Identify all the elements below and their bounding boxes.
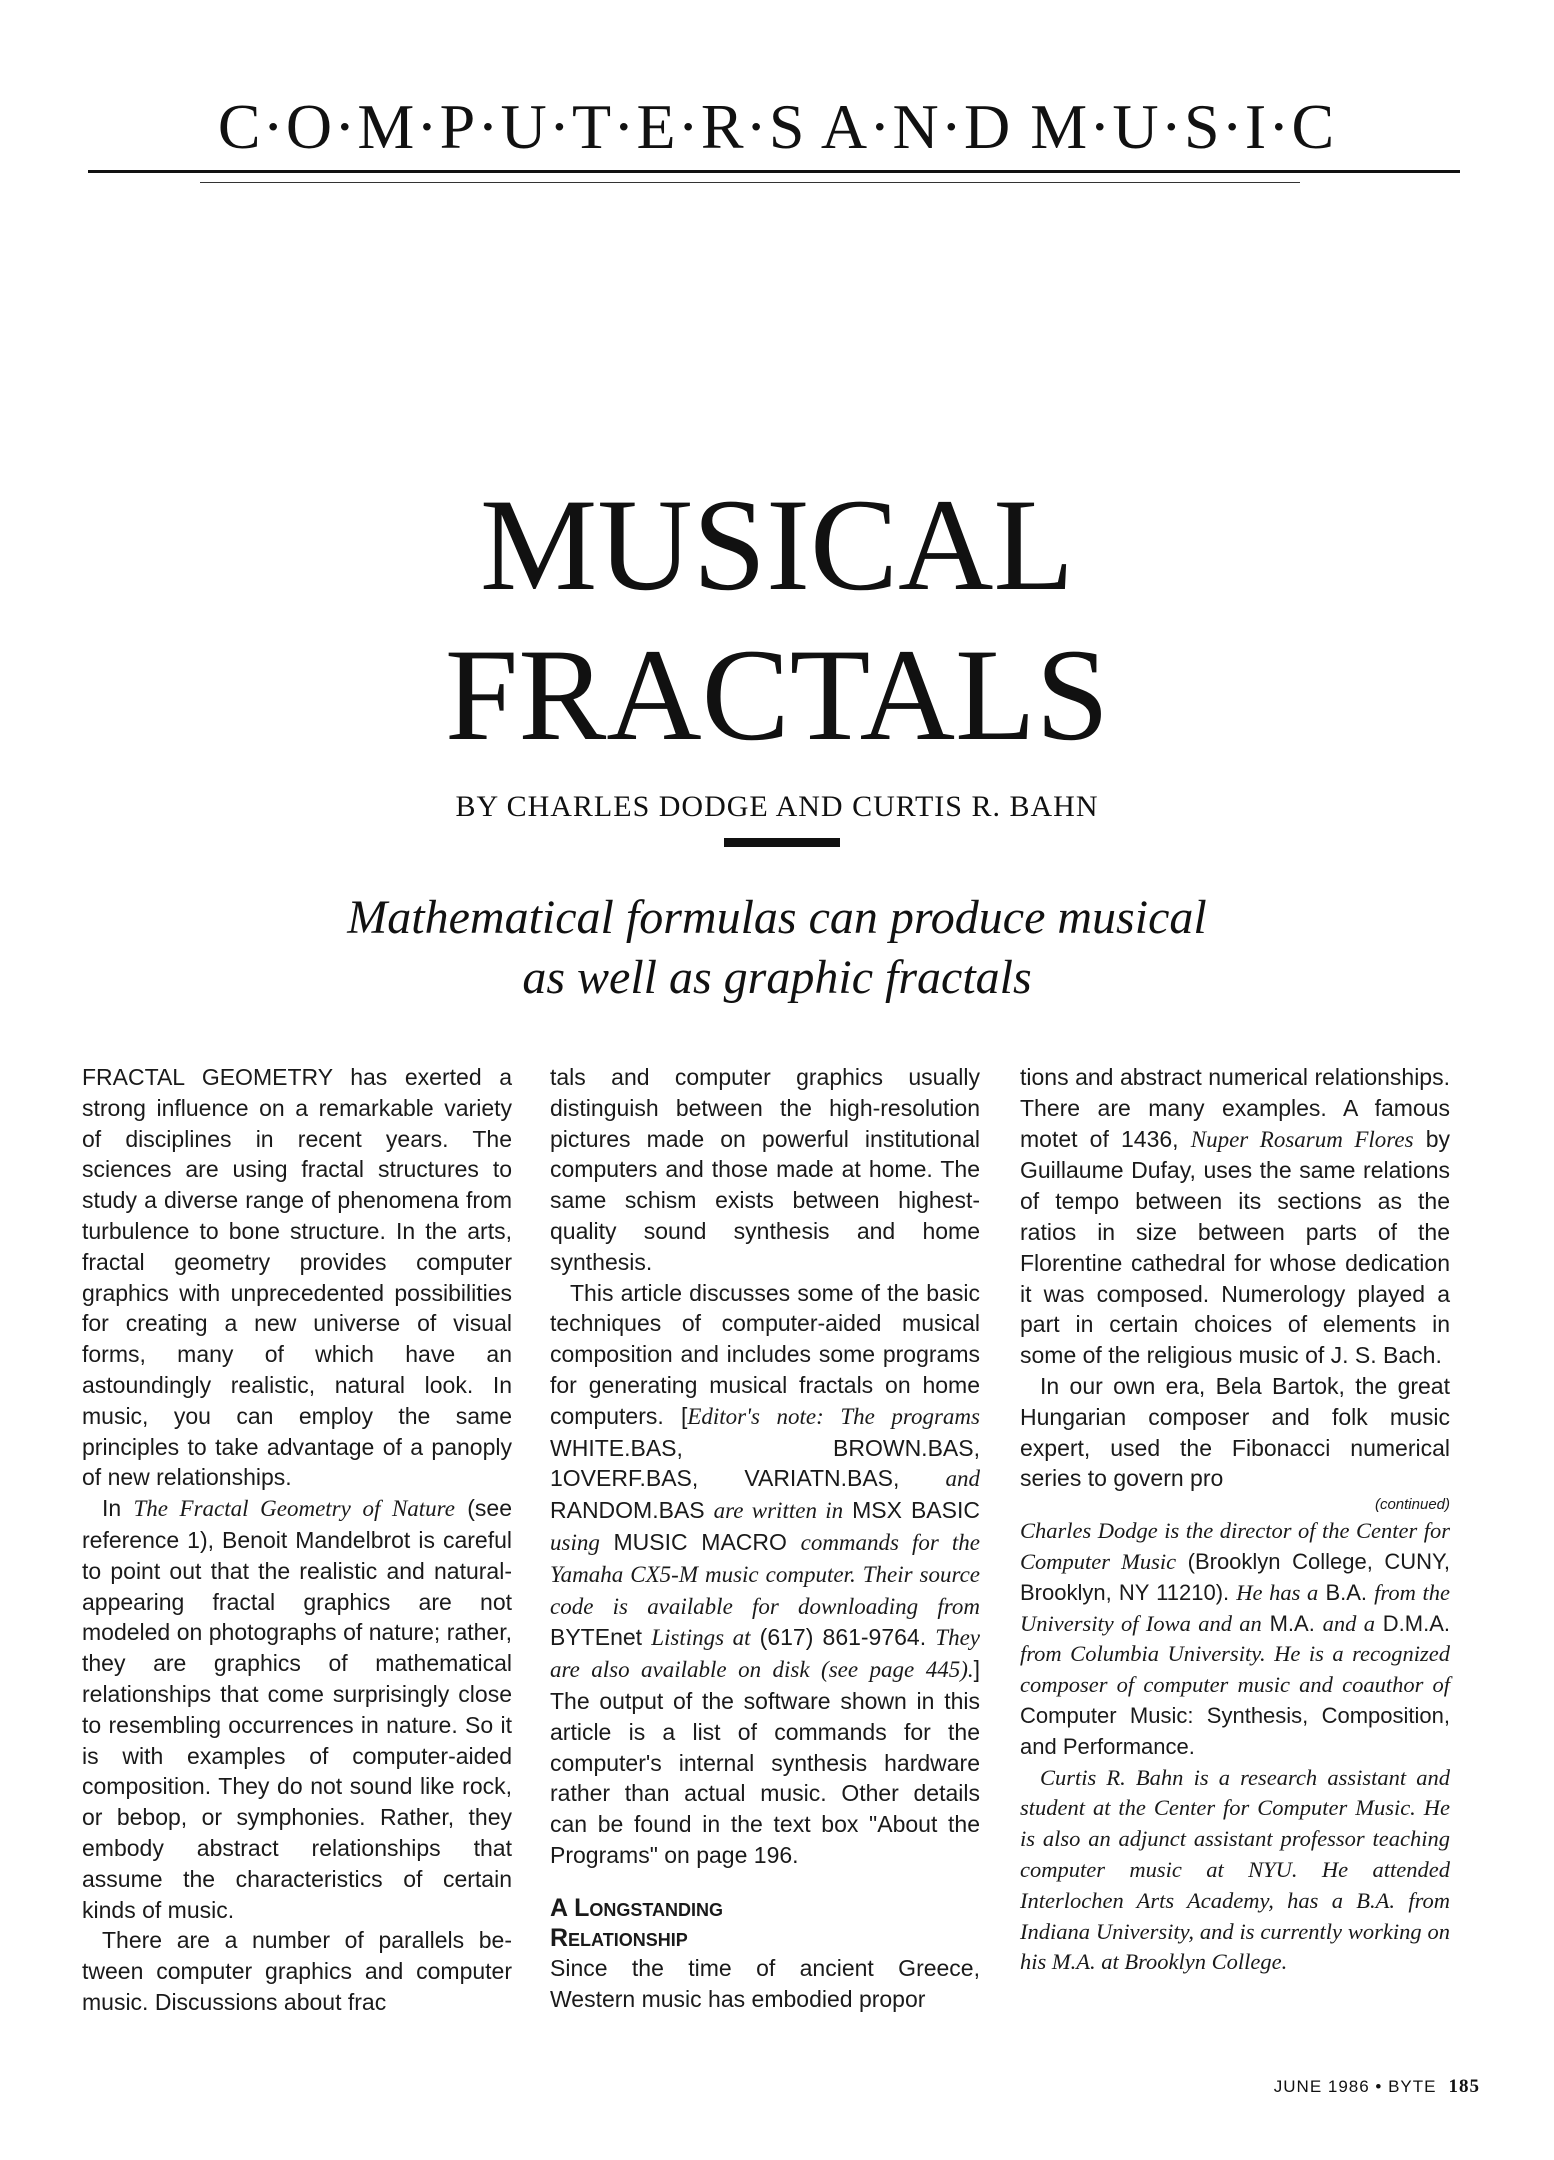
text-run: from Columbia University. He is a recognized composer of computer music and coauthor of bbox=[1020, 1641, 1450, 1698]
text-run: (617) 861-9764. bbox=[750, 1624, 936, 1651]
byline-divider bbox=[724, 838, 840, 847]
article-title bbox=[0, 470, 1554, 770]
text-run: and bbox=[945, 1466, 980, 1492]
title-line-2: FRACTALS bbox=[444, 621, 1110, 768]
text-run: This article discusses some of the basic techniques of computer-aided musical composition and includes some programs for generating musical fractals on home computers. bbox=[550, 1279, 980, 1429]
text-run: are written in bbox=[713, 1498, 844, 1524]
header-rule-thin bbox=[200, 182, 1300, 183]
work-title: Nuper Rosarum Flores bbox=[1190, 1126, 1414, 1152]
col3-paragraph-2: In our own era, Bela Bartok, the great Hungarian composer and folk music expert, used the Fibonacci numerical series to govern pro bbox=[1020, 1372, 1450, 1492]
text-run: RANDOM.BAS bbox=[550, 1497, 714, 1524]
page-footer bbox=[1180, 2076, 1480, 2098]
text-run: The output of the software shown in this article is a list of commands for the computer's internal synthesis hardware rather than actual music. Other details can be found in the text box "About the Programs" on page 196. bbox=[550, 1687, 980, 1868]
text-run: B.A. bbox=[1318, 1579, 1375, 1605]
column-1 bbox=[82, 1062, 512, 2018]
byline: BY CHARLES DODGE AND CURTIS R. BAHN bbox=[455, 790, 1099, 823]
col1-paragraph-2 bbox=[82, 1493, 512, 1925]
text-run: using bbox=[550, 1529, 600, 1555]
text-run: Computer Music: Synthesis, Composition, and Performance. bbox=[1020, 1702, 1450, 1759]
text-run: M.A. bbox=[1261, 1610, 1323, 1636]
text-run: ] bbox=[973, 1656, 980, 1683]
deck bbox=[0, 888, 1554, 1008]
page-number: 185 bbox=[1448, 2076, 1480, 2097]
section-header: C·O·M·P·U·T·E·R·S A·N·D M·U·S·I·C bbox=[217, 91, 1337, 162]
col1-paragraph-3: There are a number of parallels between computer graphics and computer music. Discussions about frac bbox=[82, 1927, 512, 2015]
text-run: [ bbox=[663, 1402, 688, 1429]
title-line-1: MUSICAL bbox=[479, 471, 1075, 618]
header-rule-thick bbox=[88, 170, 1460, 173]
text-run: (see reference 1), Benoit Mandelbrot is careful to point out that the realistic and natural-appearing fractal graphics are not modeled on photographs of nature; rather, they are graphics of mathematical relationships that come surprisingly close to resembling occurrences in nature. So it is with examples of computer-aided composition. They do not sound like rock, or bebop, or symphonies. Rather, they embody abstract relationships that assume the characteristics of certain kinds of music. bbox=[82, 1495, 512, 1923]
subheading bbox=[550, 1893, 980, 1953]
text-run: by Guillaume Dufay, uses the same relations of tempo between its sections as the ratios in size between parts of the Florentine cathedral for whose dedication it was composed. Numerology played a part in certain choices of elements in some of the religious music of J. S. Bach. bbox=[1020, 1125, 1450, 1369]
col1-paragraph-1: FRACTAL GEOMETRY has exerted a strong influence on a remarkable variety of disciplines in recent years. The sciences are using fractal structures to study a diverse range of phenomena from turbulence to bone structure. In the arts, fractal geometry provides computer graphics with unprecedented possibilities for creating a new universe of visual forms, many of which have an astoundingly realistic, natural look. In music, you can employ the same principles to take advantage of a panoply of new relationships. bbox=[82, 1064, 512, 1491]
deck-line-1: Mathematical formulas can produce musical bbox=[347, 891, 1207, 944]
text-run: tions and abstract numerical relationships. There are many examples. A famous motet of 1436, bbox=[1020, 1064, 1450, 1152]
book-title: The Fractal Geometry of Nature bbox=[133, 1496, 455, 1522]
col3-paragraph-1 bbox=[1020, 1062, 1450, 1371]
author-bio-dodge bbox=[1020, 1516, 1450, 1762]
col2-paragraph-1: tals and computer graphics usually distinguish between the high-resolution pictures made on powerful institutional computers and those made at home. The same schism exists between highest-quality sound synthesis and home synthesis. bbox=[550, 1064, 980, 1275]
text-run: They are also available on disk (see page 445). bbox=[550, 1625, 980, 1683]
issue-label: JUNE 1986 • BYTE bbox=[1273, 2077, 1437, 2096]
continued-marker: (continued) bbox=[1374, 1496, 1450, 1514]
text-run: MSX BASIC bbox=[843, 1497, 980, 1524]
deck-line-2: as well as graphic fractals bbox=[522, 951, 1032, 1004]
text-run: from the University of Iowa and an bbox=[1020, 1579, 1450, 1636]
column-2 bbox=[550, 1062, 980, 2014]
col2-paragraph-3: Since the time of ancient Greece, Western music has embodied propor bbox=[550, 1954, 980, 2012]
author-bio-bahn: Curtis R. Bahn is a research assistant and student at the Center for Computer Music. He is also an adjunct assistant professor teaching computer music at NYU. He attended Interlochen Arts Academy, has a B.A. from Indiana University, and is currently working on his M.A. at Brooklyn College. bbox=[1020, 1764, 1450, 1975]
text-run: In bbox=[102, 1495, 134, 1522]
text-run: Charles Dodge is the director of the Center for Computer Music bbox=[1020, 1518, 1450, 1574]
editor-note-label: Editor's note: The programs bbox=[687, 1403, 980, 1429]
text-run: Listings at bbox=[651, 1625, 751, 1651]
text-run: WHITE.BAS, BROWN.BAS, 1OVERF.BAS, VARIATN.BAS, bbox=[550, 1434, 980, 1492]
col2-paragraph-2 bbox=[550, 1278, 980, 1871]
text-run: D.M.A. bbox=[1374, 1610, 1451, 1636]
column-3 bbox=[1020, 1062, 1450, 1978]
text-run: BYTEnet bbox=[550, 1624, 652, 1651]
text-run: MUSIC MACRO bbox=[599, 1528, 801, 1555]
subheading-line-2: Relationship bbox=[550, 1923, 688, 1952]
text-run: and a bbox=[1322, 1610, 1375, 1636]
text-run: (Brooklyn College, CUNY, Brooklyn, NY 11210). bbox=[1020, 1548, 1450, 1605]
text-run: He has a bbox=[1236, 1579, 1319, 1605]
subheading-line-1: A Longstanding bbox=[550, 1893, 724, 1922]
text-run: commands for the Yamaha CX5-M music computer. Their source code is available for downloading from bbox=[550, 1529, 981, 1619]
